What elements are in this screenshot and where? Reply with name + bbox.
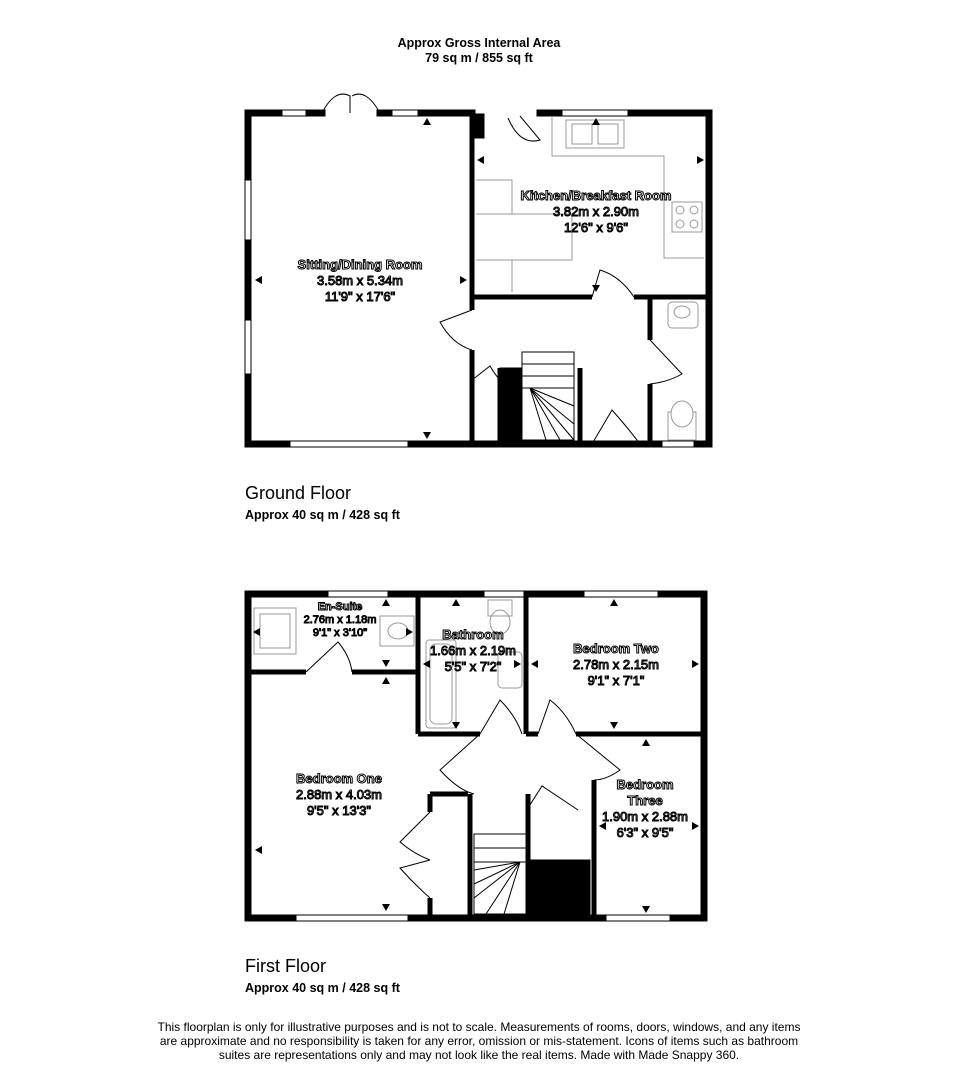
chimney-block xyxy=(474,114,484,138)
room-name-bedroom-two: Bedroom Two xyxy=(573,641,659,656)
ground-floor-area: Approx 40 sq m / 428 sq ft xyxy=(245,508,400,522)
room-metric-bathroom: 1.66m x 2.19m xyxy=(430,643,516,658)
french-doors xyxy=(322,94,380,113)
room-metric-kitchen: 3.82m x 2.90m xyxy=(553,204,639,219)
room-metric-bedroom-one: 2.88m x 4.03m xyxy=(296,787,382,802)
room-name-en-suite: En-Suite xyxy=(317,601,363,613)
room-name-bedroom-three-1: Bedroom xyxy=(616,777,674,792)
room-imperial-bedroom-two: 9'1" x 7'1" xyxy=(587,673,645,688)
gross-area-value: 79 sq m / 855 sq ft xyxy=(425,51,533,65)
first-stairs xyxy=(474,834,590,916)
room-name-bathroom: Bathroom xyxy=(442,627,504,642)
room-metric-bedroom-three: 1.90m x 2.88m xyxy=(602,809,688,824)
room-imperial-kitchen: 12'6" x 9'6" xyxy=(563,220,629,235)
room-name-kitchen: Kitchen/Breakfast Room xyxy=(520,188,672,203)
room-imperial-en-suite: 9'1" x 3'10" xyxy=(312,627,368,639)
room-imperial-bedroom-one: 9'5" x 13'3" xyxy=(306,803,372,818)
ground-floor-label: Ground Floor xyxy=(245,483,352,503)
room-name-sitting-dining: Sitting/Dining Room xyxy=(297,257,423,272)
room-imperial-bedroom-three: 6'3" x 9'5" xyxy=(616,825,674,840)
first-floor-label: First Floor xyxy=(245,956,326,976)
ground-stairs xyxy=(500,352,574,440)
room-metric-bedroom-two: 2.78m x 2.15m xyxy=(573,657,659,672)
room-name-bedroom-three-2: Three xyxy=(627,793,663,808)
disclaimer-text: This floorplan is only for illustrative purposes and is not to scale. Measurements of rooms, doors, windows, and any items are approximate and no responsibility is taken for any error, omission or mis-statement. Icons of items such as bathroom suites are representations only and may not look like the real items. Made with Made Snappy 360. xyxy=(157,1020,801,1062)
room-imperial-sitting-dining: 11'9" x 17'6" xyxy=(324,289,396,304)
room-name-bedroom-one: Bedroom One xyxy=(296,771,382,786)
ground-floor-plan xyxy=(245,94,709,447)
first-floor-plan xyxy=(248,591,704,921)
room-imperial-bathroom: 5'5" x 7'2" xyxy=(444,659,502,674)
gross-area-title: Approx Gross Internal Area xyxy=(397,36,561,50)
first-floor-area: Approx 40 sq m / 428 sq ft xyxy=(245,981,400,995)
ground-door-swings xyxy=(440,116,682,444)
room-metric-sitting-dining: 3.58m x 5.34m xyxy=(317,273,403,288)
room-metric-en-suite: 2.76m x 1.18m xyxy=(303,614,377,626)
ground-wc-fittings xyxy=(668,302,698,440)
